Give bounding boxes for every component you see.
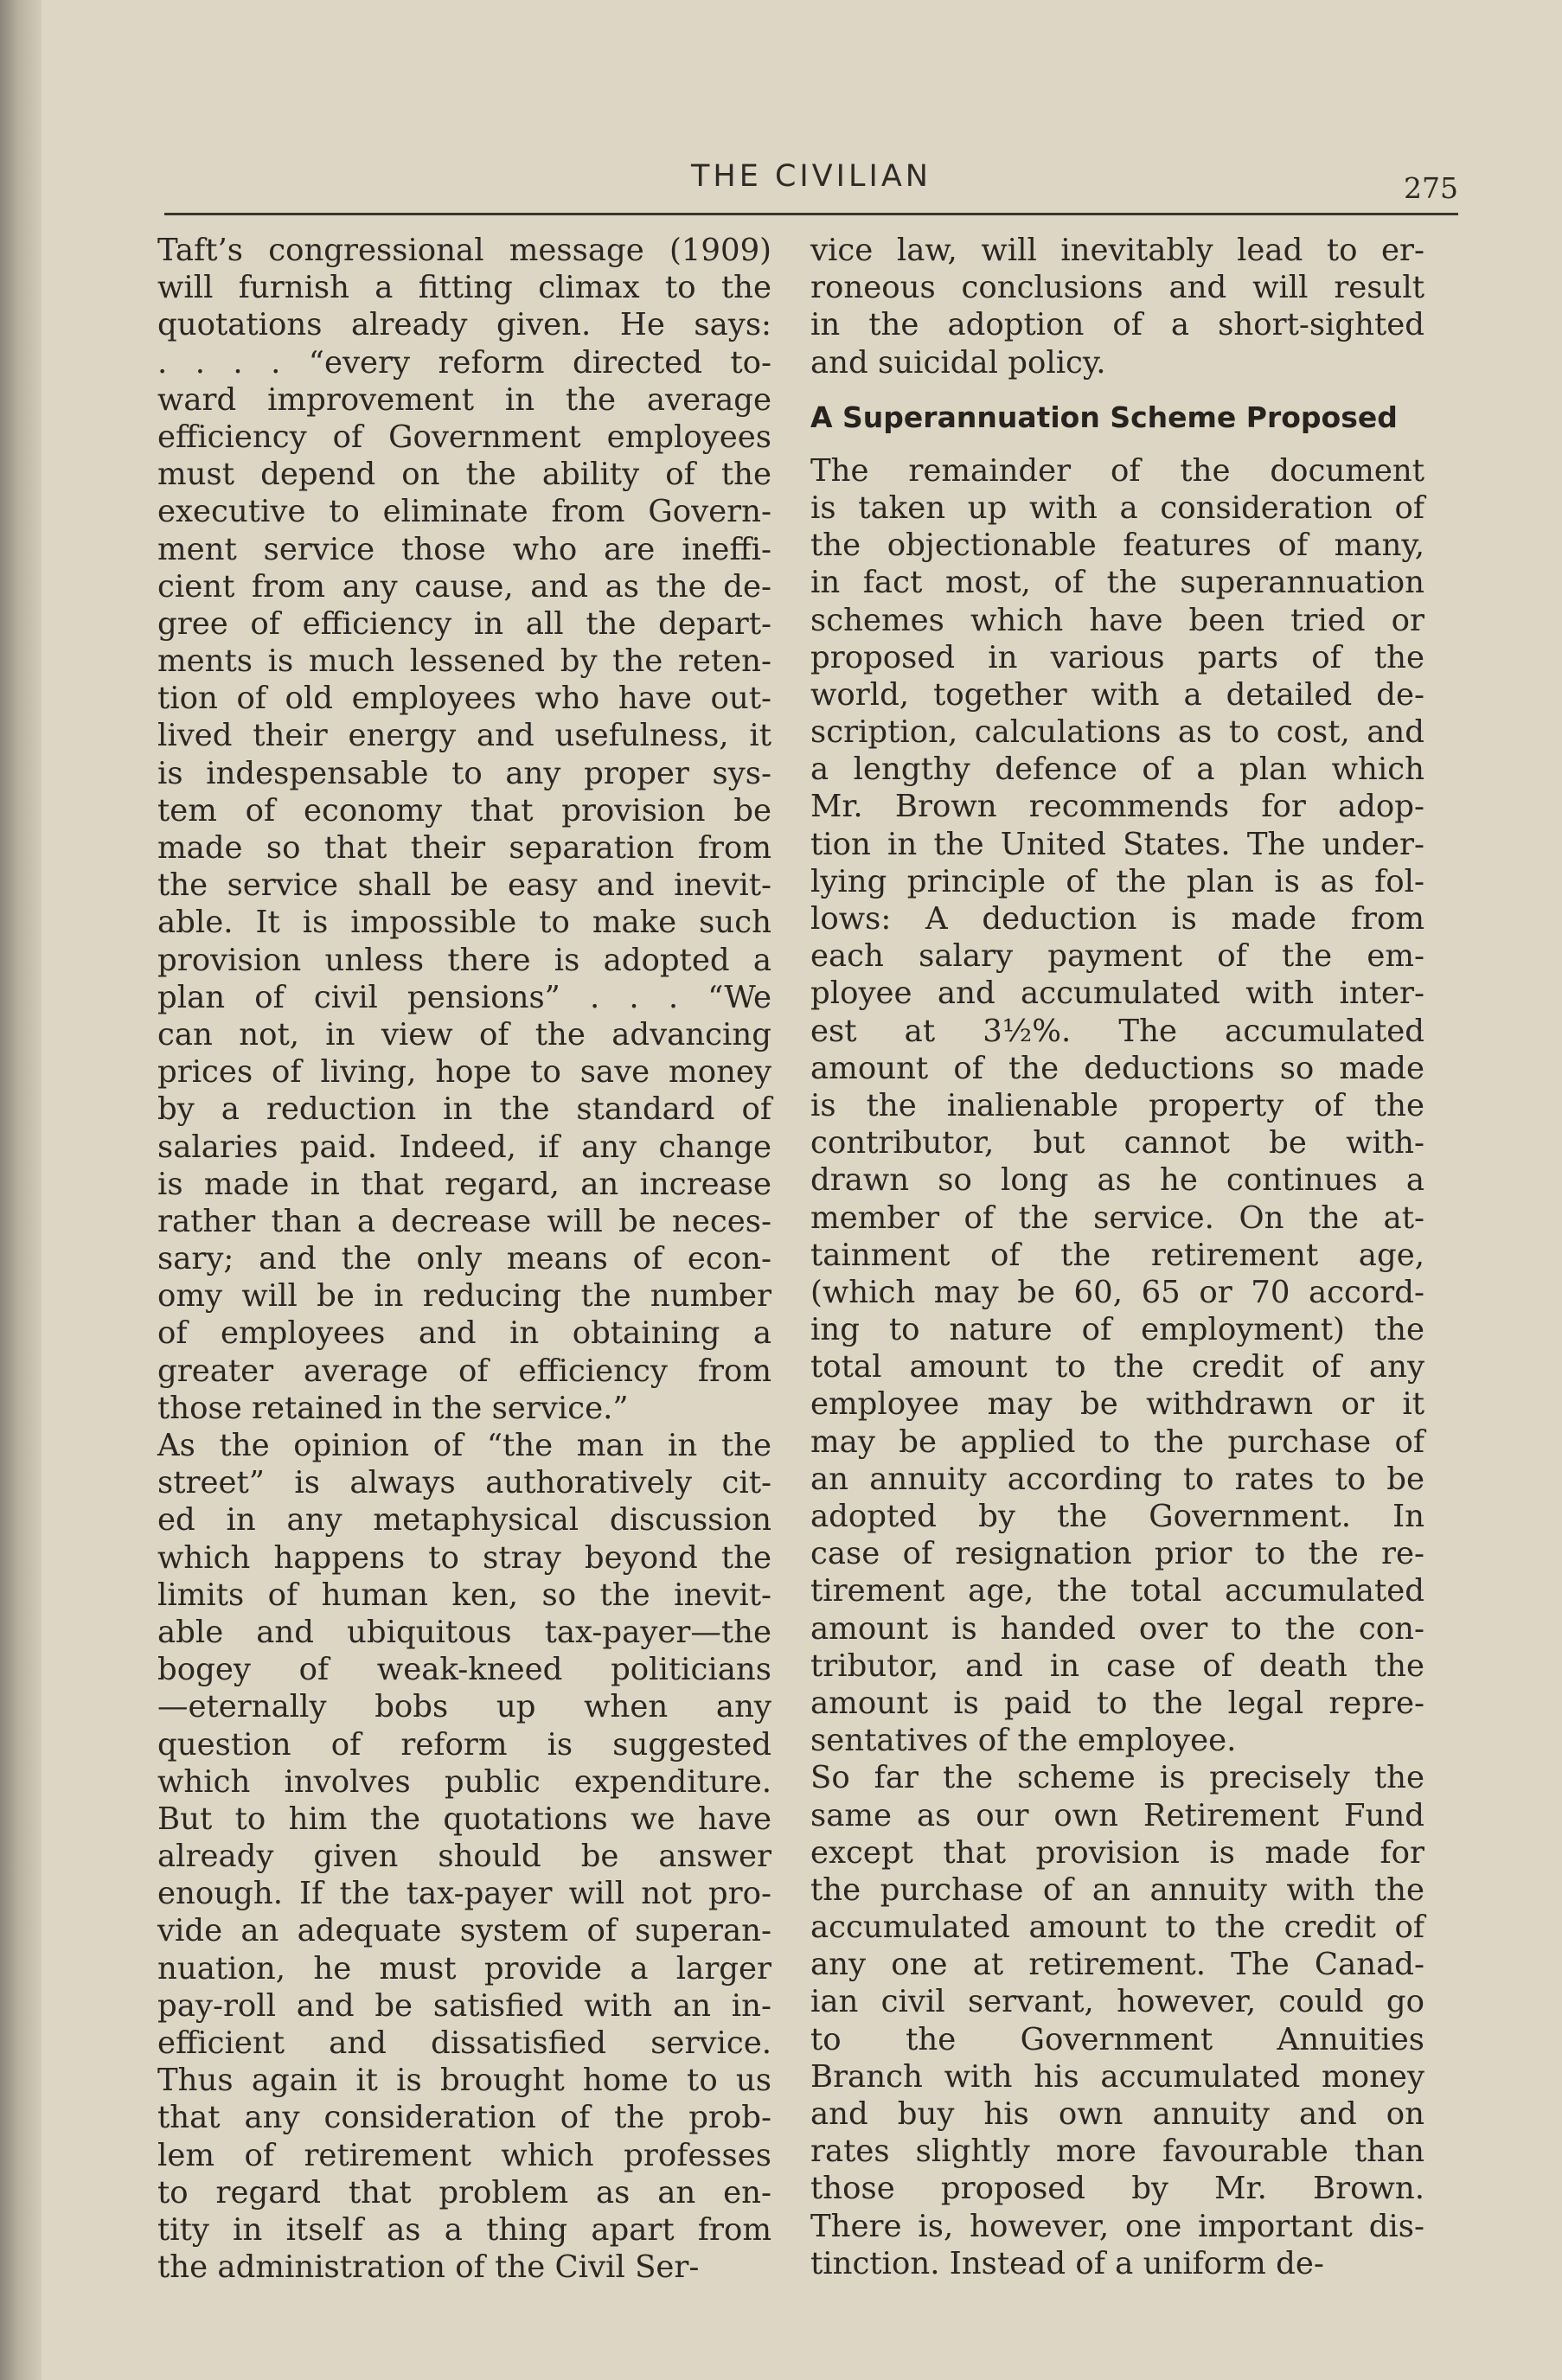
text-line: nuation, he must provide a larger — [157, 1950, 771, 1987]
text-line: ments is much lessened by the reten- — [157, 643, 771, 680]
text-line: executive to eliminate from Govern- — [157, 494, 771, 530]
text-line: is made in that regard, an increase — [157, 1166, 771, 1202]
text-line: total amount to the credit of any — [810, 1349, 1424, 1385]
text-line: omy will be in reducing the number — [157, 1278, 771, 1315]
text-line: cient from any cause, and as the de- — [157, 568, 771, 605]
text-line: lived their energy and usefulness, it — [157, 718, 771, 754]
text-line: those proposed by Mr. Brown. — [810, 2171, 1424, 2207]
text-line: vice law, will inevitably lead to er- — [810, 233, 1424, 268]
text-line: able. It is impossible to make such — [157, 905, 771, 941]
text-line: to the Government Annuities — [810, 2021, 1424, 2057]
text-line: Taft’s congressional message (1909) — [157, 233, 771, 268]
text-line: same as our own Retirement Fund — [810, 1797, 1424, 1833]
text-line: amount is handed over to the con- — [810, 1610, 1424, 1647]
text-line: already given should be answer — [157, 1839, 771, 1875]
text-line: tinction. Instead of a uniform de- — [810, 2245, 1324, 2281]
text-line: in fact most, of the superannuation — [810, 565, 1424, 601]
text-line: efficiency of Government employees — [157, 419, 771, 455]
text-line: Mr. Brown recommends for adop- — [810, 789, 1424, 825]
text-line: street” is always authoratively cit- — [157, 1465, 771, 1501]
text-line: enough. If the tax-payer will not pro- — [157, 1876, 771, 1912]
text-line: But to him the quotations we have — [157, 1801, 771, 1837]
text-line: Branch with his accumulated money — [810, 2058, 1424, 2095]
text-line: —eternally bobs up when any — [157, 1689, 771, 1725]
text-line: of employees and in obtaining a — [157, 1315, 771, 1352]
text-line: which happens to stray beyond the — [157, 1539, 771, 1576]
text-line: except that provision is made for — [810, 1834, 1424, 1871]
page-binding-edge — [0, 0, 42, 2380]
text-line: vide an adequate system of superan- — [157, 1913, 771, 1949]
text-line: employee may be withdrawn or it — [810, 1386, 1424, 1423]
text-line: rather than a decrease will be neces- — [157, 1203, 771, 1239]
text-line: must depend on the ability of the — [157, 457, 771, 493]
text-line: question of reform is suggested — [157, 1726, 771, 1763]
text-line: ment service those who are ineffi- — [157, 531, 771, 567]
journal-title: THE CIVILIAN — [691, 159, 931, 194]
text-line: (which may be 60, 65 or 70 accord- — [810, 1274, 1424, 1310]
section-heading: A Superannuation Scheme Proposed — [810, 400, 1398, 434]
text-line: is indespensable to any proper sys- — [157, 755, 771, 791]
text-line: The remainder of the document — [810, 452, 1424, 489]
right-column-intro — [810, 232, 1424, 381]
text-line: can not, in view of the advancing — [157, 1016, 771, 1052]
text-line: lem of retirement which professes — [157, 2137, 771, 2173]
text-line: efficient and dissatisfied service. — [157, 2025, 771, 2061]
text-line: quotations already given. He says: — [157, 307, 771, 343]
text-line: ployee and accumulated with inter- — [810, 976, 1424, 1012]
text-line: gree of efficiency in all the depart- — [157, 605, 771, 642]
text-line: rates slightly more favourable than — [810, 2134, 1424, 2170]
text-line: case of resignation prior to the re- — [810, 1536, 1424, 1572]
text-line: tirement age, the total accumulated — [810, 1573, 1424, 1609]
text-line: tion in the United States. The under- — [810, 826, 1424, 862]
text-line: sary; and the only means of econ- — [157, 1241, 771, 1277]
text-line: roneous conclusions and will result — [810, 270, 1424, 306]
text-line: tity in itself as a thing apart from — [157, 2211, 771, 2248]
text-line: schemes which have been tried or — [810, 602, 1424, 638]
text-line: As the opinion of “the man in the — [157, 1428, 771, 1463]
text-line: amount is paid to the legal repre- — [810, 1685, 1424, 1721]
text-line: ing to nature of employment) the — [810, 1312, 1424, 1348]
text-line: to regard that problem as an en- — [157, 2174, 771, 2210]
text-line: is taken up with a consideration of — [810, 489, 1424, 526]
text-line: greater average of efficiency from — [157, 1353, 771, 1389]
text-line: ward improvement in the average — [157, 381, 771, 418]
text-line: and buy his own annuity and on — [810, 2096, 1424, 2132]
text-line: ian civil servant, however, could go — [810, 1984, 1424, 2020]
text-line: the purchase of an annuity with the — [810, 1871, 1424, 1908]
text-line: lying principle of the plan is as fol- — [810, 863, 1424, 899]
text-line: prices of living, hope to save money — [157, 1054, 771, 1091]
text-line: sentatives of the employee. — [810, 1723, 1237, 1759]
text-line: bogey of weak-kneed politicians — [157, 1652, 771, 1688]
text-line: provision unless there is adopted a — [157, 942, 771, 978]
running-header — [164, 152, 1458, 204]
text-line: that any consideration of the prob- — [157, 2100, 771, 2136]
text-line: Thus again it is brought home to us — [157, 2063, 771, 2099]
text-line: is the inalienable property of the — [810, 1087, 1424, 1123]
text-line: any one at retirement. The Canad- — [810, 1947, 1424, 1983]
text-line: an annuity according to rates to be — [810, 1461, 1424, 1497]
text-line: ed in any metaphysical discussion — [157, 1502, 771, 1539]
text-line: tion of old employees who have out- — [157, 681, 771, 717]
text-line: drawn so long as he continues a — [810, 1162, 1424, 1199]
text-line: proposed in various parts of the — [810, 639, 1424, 675]
header-rule — [164, 213, 1458, 215]
text-line: each salary payment of the em- — [810, 938, 1424, 975]
text-line: tem of economy that provision be — [157, 792, 771, 829]
right-column — [810, 232, 1424, 2282]
text-line: a lengthy defence of a plan which — [810, 752, 1424, 788]
text-line: which involves public expenditure. — [157, 1763, 771, 1800]
text-line: pay-roll and be satisfied with an in- — [157, 1987, 771, 2024]
page-number: 275 — [1404, 171, 1458, 205]
text-line: accumulated amount to the credit of — [810, 1910, 1424, 1946]
text-line: limits of human ken, so the inevit- — [157, 1577, 771, 1613]
text-line: So far the scheme is precisely the — [810, 1760, 1424, 1796]
text-line: member of the service. On the at- — [810, 1200, 1424, 1236]
text-line: the objectionable features of many, — [810, 528, 1424, 564]
text-line: amount of the deductions so made — [810, 1050, 1424, 1086]
text-line: tributor, and in case of death the — [810, 1647, 1424, 1684]
text-line: contributor, but cannot be with- — [810, 1125, 1424, 1161]
text-line: and suicidal policy. — [810, 344, 1106, 381]
text-line: tainment of the retirement age, — [810, 1237, 1424, 1273]
text-line: in the adoption of a short-sighted — [810, 307, 1424, 343]
text-line: made so that their separation from — [157, 830, 771, 866]
text-line: able and ubiquitous tax-payer—the — [157, 1614, 771, 1650]
text-line: lows: A deduction is made from — [810, 901, 1424, 937]
text-line: the service shall be easy and inevit- — [157, 867, 771, 904]
text-line: est at 3½%. The accumulated — [810, 1013, 1424, 1049]
text-line: plan of civil pensions” . . . “We — [157, 979, 771, 1015]
text-line: scription, calculations as to cost, and — [810, 714, 1424, 751]
text-line: adopted by the Government. In — [810, 1499, 1424, 1534]
text-line: salaries paid. Indeed, if any change — [157, 1129, 771, 1165]
right-column-body — [810, 452, 1424, 2282]
text-line: may be applied to the purchase of — [810, 1424, 1424, 1460]
text-line: those retained in the service.” — [157, 1390, 629, 1426]
text-line: will furnish a fitting climax to the — [157, 270, 771, 306]
text-line: world, together with a detailed de- — [810, 676, 1424, 713]
text-line: . . . . “every reform directed to- — [157, 344, 771, 381]
text-line: There is, however, one important dis- — [810, 2208, 1424, 2244]
text-line: the administration of the Civil Ser- — [157, 2249, 700, 2286]
left-column — [157, 232, 771, 2286]
text-line: by a reduction in the standard of — [157, 1091, 771, 1128]
